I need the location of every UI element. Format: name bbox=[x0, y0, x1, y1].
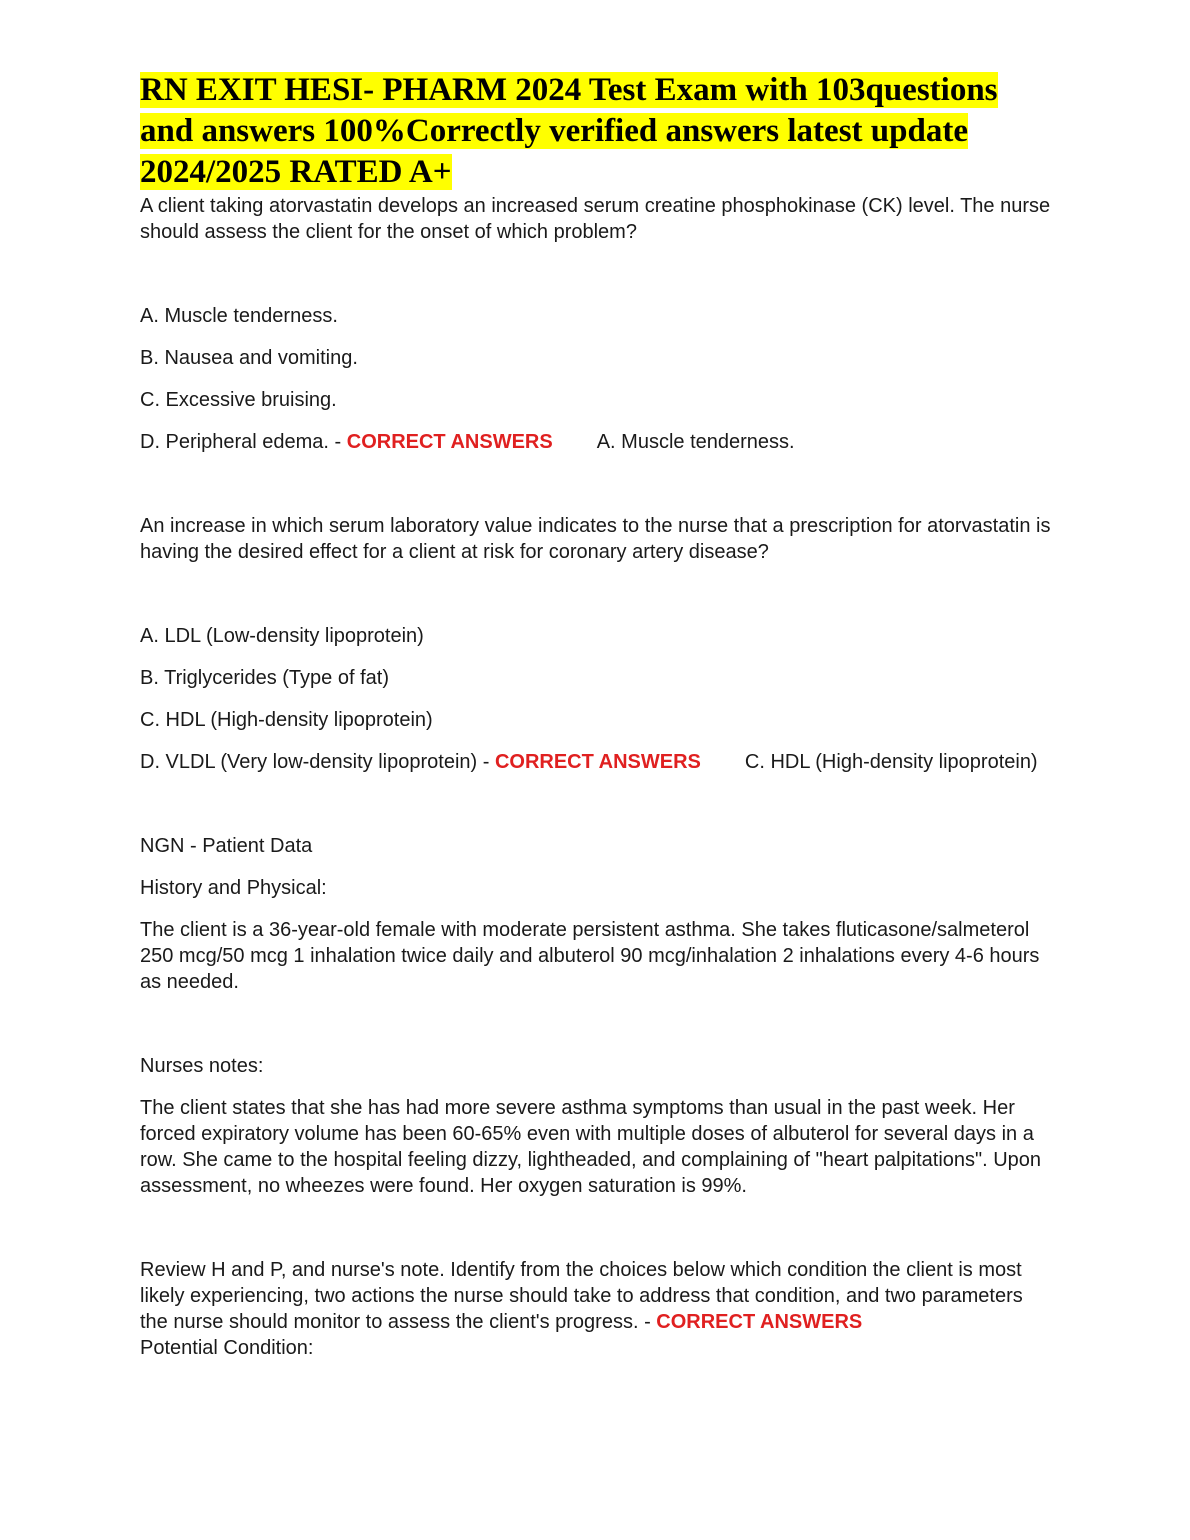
question-1-option-d-text: D. Peripheral edema. - bbox=[140, 431, 347, 453]
document-title bbox=[140, 70, 1055, 193]
question-3-stem-text: Review H and P, and nurse's note. Identify from the choices below which condition the client is most likely experiencing, two actions the nurse should take to address that condition, and two parameters the nurse should monitor to assess the client's progress. - bbox=[140, 1259, 1023, 1333]
question-2-answer: C. HDL (High-density lipoprotein) bbox=[744, 751, 1038, 773]
question-3-answer-start: Potential Condition: bbox=[140, 1337, 314, 1359]
question-2-option-c: C. HDL (High-density lipoprotein) bbox=[140, 709, 433, 731]
document-page bbox=[140, 70, 1055, 1361]
correct-answers-label: CORRECT ANSWERS bbox=[494, 751, 701, 773]
title-highlight: RN EXIT HESI- PHARM 2024 Test Exam with 103questions and answers 100%Correctly verified answers latest update 2024/2025 RATED A+ bbox=[140, 72, 998, 190]
question-1-option-c: C. Excessive bruising. bbox=[140, 389, 337, 411]
question-1-option-a: A. Muscle tenderness. bbox=[140, 305, 338, 327]
question-1-option-d bbox=[140, 429, 1055, 455]
history-physical-label: History and Physical: bbox=[140, 877, 327, 899]
question-2-option-d bbox=[140, 749, 1055, 775]
ngn-heading: NGN - Patient Data bbox=[140, 835, 313, 857]
question-2-stem: An increase in which serum laboratory value indicates to the nurse that a prescription for atorvastatin is having the desired effect for a client at risk for coronary artery disease? bbox=[140, 515, 1051, 563]
nurses-notes-text: The client states that she has had more severe asthma symptoms than usual in the past week. Her forced expiratory volume has been 60-65% even with multiple doses of albuterol for several days in a row. She came to the hospital feeling dizzy, lightheaded, and complaining of "heart palpitations". Upon assessment, no wheezes were found. Her oxygen saturation is 99%. bbox=[140, 1097, 1042, 1197]
question-1-option-b: B. Nausea and vomiting. bbox=[140, 347, 358, 369]
question-2-option-b: B. Triglycerides (Type of fat) bbox=[140, 667, 389, 689]
correct-answers-label: CORRECT ANSWERS bbox=[346, 431, 553, 453]
question-2-option-d-text: D. VLDL (Very low-density lipoprotein) - bbox=[140, 751, 495, 773]
question-3-stem bbox=[140, 1257, 1055, 1361]
question-1-stem: A client taking atorvastatin develops an increased serum creatine phosphokinase (CK) level. The nurse should assess the client for the onset of which problem? bbox=[140, 195, 1051, 243]
question-1-answer: A. Muscle tenderness. bbox=[596, 431, 795, 453]
question-2-option-a: A. LDL (Low-density lipoprotein) bbox=[140, 625, 424, 647]
nurses-notes-label: Nurses notes: bbox=[140, 1055, 264, 1077]
correct-answers-label: CORRECT ANSWERS bbox=[656, 1311, 863, 1333]
history-physical-text: The client is a 36-year-old female with moderate persistent asthma. She takes fluticasone/salmeterol 250 mcg/50 mcg 1 inhalation twice daily and albuterol 90 mcg/inhalation 2 inhalations every 4-6 hours as needed. bbox=[140, 919, 1040, 993]
